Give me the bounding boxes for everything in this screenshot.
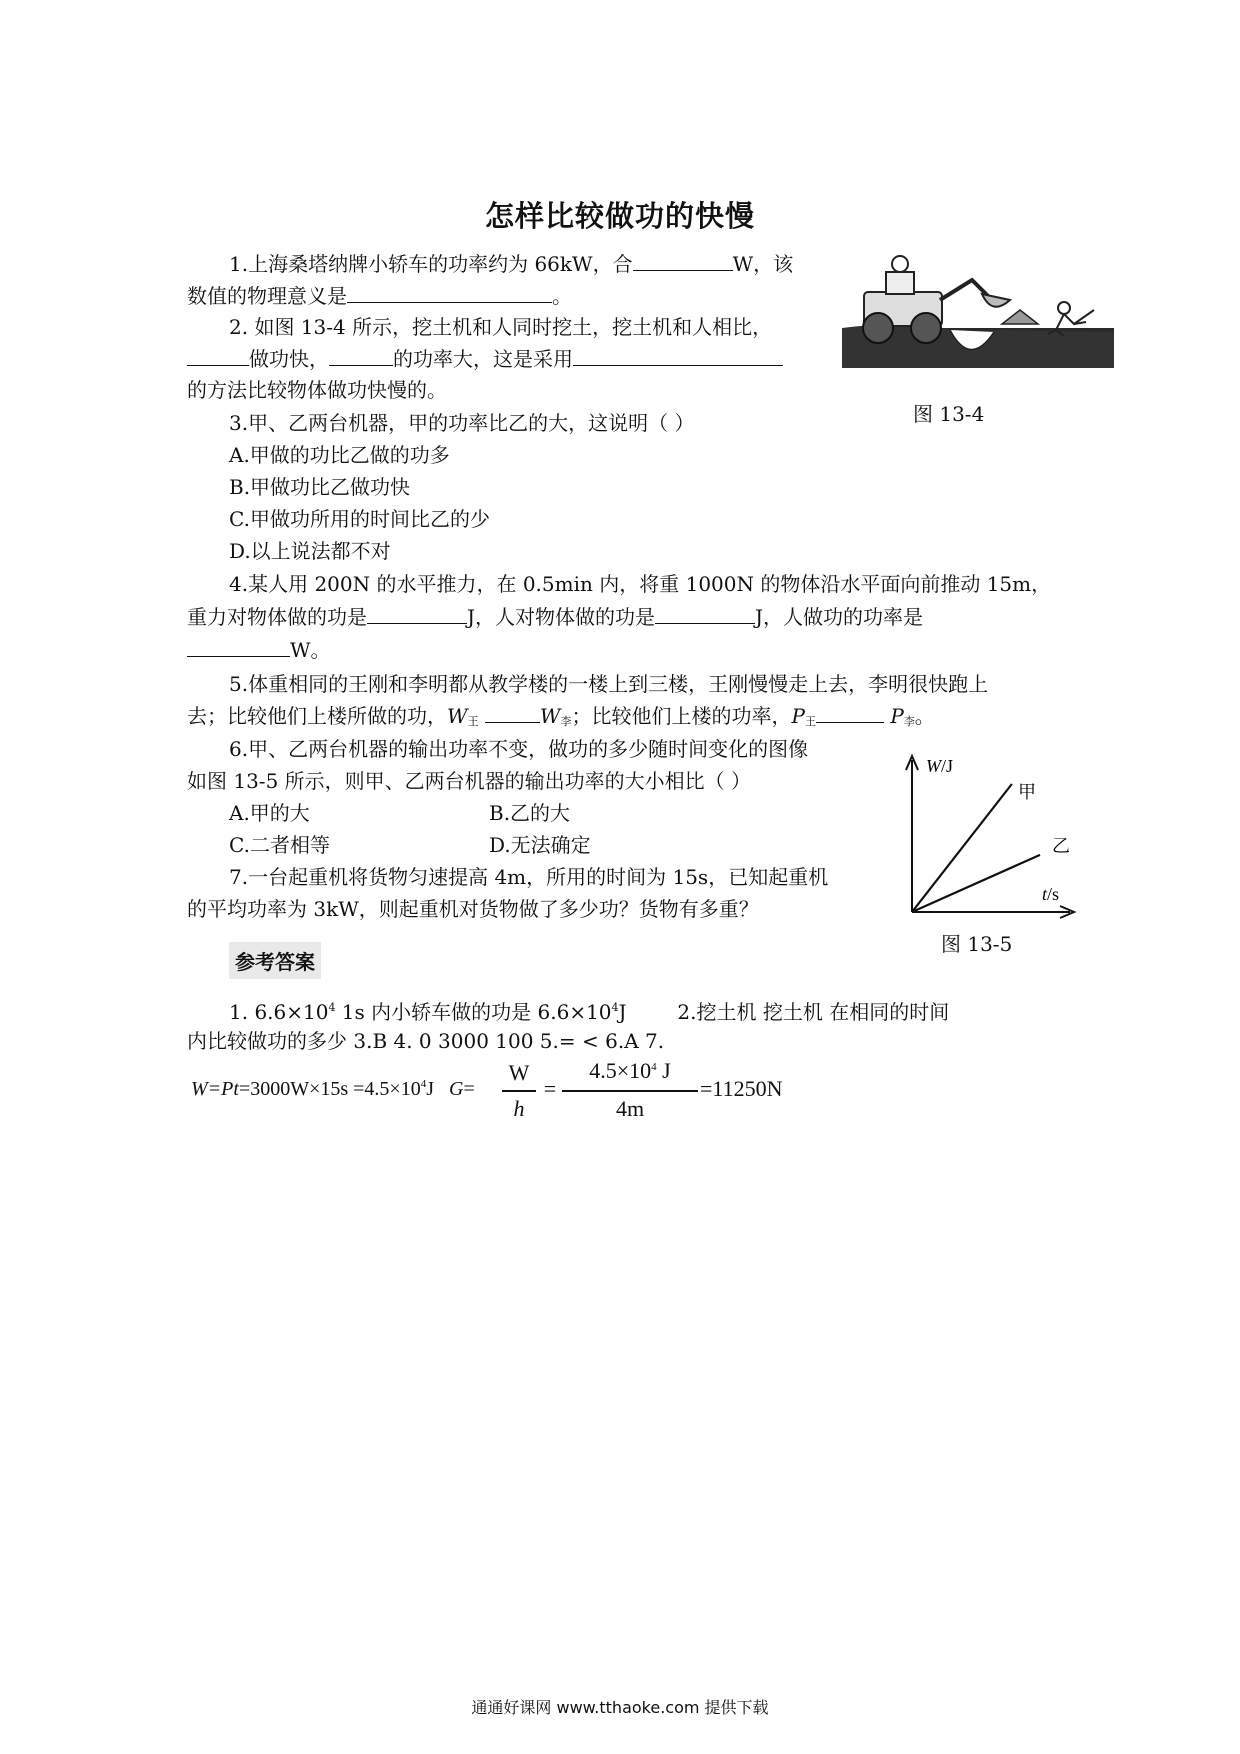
q4-blank-3[interactable]	[187, 636, 290, 657]
y-axis-label: W/J	[926, 756, 954, 776]
q5-sub-wang: 王	[467, 715, 479, 728]
frac1-denominator: h	[513, 1096, 525, 1121]
frac2-bar	[562, 1090, 698, 1092]
q1-text-a: 1.上海桑塔纳牌小轿车的功率约为 66kW，合	[229, 252, 633, 276]
q1-blank-2[interactable]	[347, 282, 552, 303]
q3-option-d: D.以上说法都不对	[229, 539, 391, 563]
work-time-chart	[890, 750, 1090, 940]
q1-text-b: W，该	[732, 252, 794, 276]
q5-line2	[187, 702, 935, 736]
q4-line3	[187, 636, 331, 664]
formula-wpt: W=Pt	[191, 1078, 239, 1100]
series-line-yi	[912, 855, 1040, 912]
page-title: 怎样比较做功的快慢	[484, 199, 755, 233]
answer-1-text: 1s 内小轿车做的功是 6.6×10	[335, 1000, 612, 1024]
series-line-jia	[912, 784, 1012, 912]
answer-line1	[229, 994, 949, 1026]
q5-p-symbol-2: P	[890, 704, 904, 728]
q6-option-b: B.乙的大	[489, 801, 571, 825]
q5-blank-1[interactable]	[485, 702, 540, 723]
q4-text-c: J，人做功的功率是	[755, 605, 924, 629]
q7-line2: 的平均功率为 3kW，则起重机对货物做了多少功？货物有多重？	[187, 897, 759, 921]
q7-line1: 7.一台起重机将货物匀速提高 4m，所用的时间为 15s，已知起重机	[229, 865, 829, 889]
q5-sub-li-2: 李	[903, 715, 915, 728]
q5-p-symbol: P	[791, 704, 805, 728]
q5-sub-wang-2: 王	[804, 715, 816, 728]
frac2-num-unit: J	[656, 1058, 671, 1083]
q1-text-c: 数值的物理意义是	[187, 284, 347, 308]
q5-text-a: 去；比较他们上楼所做的功，	[187, 704, 447, 728]
q5-text-end: 。	[914, 704, 935, 728]
q3-option-b: B.甲做功比乙做功快	[229, 475, 411, 499]
q3-option-a: A.甲做的功比乙做的功多	[229, 443, 450, 467]
frac-equal: =	[543, 1076, 557, 1101]
answers-heading: 参考答案	[229, 942, 321, 979]
q4-line2	[187, 603, 923, 631]
q6-line1: 6.甲、乙两台机器的输出功率不变，做功的多少随时间变化的图像	[229, 737, 809, 761]
frac1-numerator: W	[508, 1060, 530, 1085]
frac1-bar	[502, 1090, 536, 1092]
formula-eq: =	[463, 1078, 475, 1100]
answer-7-result: =11250N	[700, 1076, 783, 1101]
q5-line1: 5.体重相同的王刚和李明都从教学楼的一楼上到三楼，王刚慢慢走上去，李明很快跑上	[229, 672, 989, 696]
q4-blank-1[interactable]	[367, 603, 467, 624]
x-axis-label: t/s	[1042, 884, 1060, 904]
q2-line1: 2. 如图 13-4 所示，挖土机和人同时挖土，挖土机和人相比，	[229, 315, 773, 339]
answer-1-value: 1. 6.6×10	[229, 1000, 329, 1024]
q6-option-d: D.无法确定	[489, 833, 591, 857]
q2-line3: 的方法比较物体做功快慢的。	[187, 378, 447, 402]
q4-line1: 4.某人用 200N 的水平推力，在 0.5min 内，将重 1000N 的物体沿水平面向前推动 15m，	[229, 572, 1052, 596]
q6-line2: 如图 13-5 所示，则甲、乙两台机器的输出功率的大小相比（ ）	[187, 769, 752, 793]
q1-text-d: 。	[552, 284, 572, 308]
formula-g: G	[449, 1078, 464, 1100]
q5-text-b: ；比较他们上楼的功率，	[571, 704, 792, 728]
q1-line2	[187, 282, 572, 310]
answer-1-exp: 4	[328, 1001, 336, 1014]
q2-blank-3[interactable]	[573, 345, 783, 366]
frac2-denominator: 4m	[615, 1096, 645, 1121]
q3-option-c: C.甲做功所用的时间比乙的少	[229, 507, 490, 531]
q5-sub-li: 李	[560, 715, 572, 728]
answer-1-unit: J	[618, 1000, 627, 1024]
q2-text-a: 做功快，	[249, 347, 329, 371]
q2-text-b: 的功率大，这是采用	[393, 347, 573, 371]
q5-w-symbol-2: W	[539, 704, 561, 728]
footer-credit: 通通好课网 www.tthaoke.com 提供下载	[471, 1698, 769, 1717]
q4-text-d: W。	[290, 638, 331, 662]
frac2-num-exp: 4	[651, 1061, 657, 1073]
q2-blank-1[interactable]	[187, 345, 249, 366]
q5-blank-2[interactable]	[816, 702, 884, 723]
frac2-num-value: 4.5×10	[589, 1058, 652, 1083]
q4-blank-2[interactable]	[655, 603, 755, 624]
formula-unit: J	[426, 1078, 440, 1100]
q3-stem: 3.甲、乙两台机器，甲的功率比乙的大，这说明（ ）	[229, 411, 695, 435]
answer-7-formula	[191, 1078, 475, 1101]
excavator-illustration	[842, 250, 1114, 368]
q4-text-a: 重力对物体做的功是	[187, 605, 367, 629]
series-label-jia: 甲	[1018, 782, 1036, 803]
series-label-yi: 乙	[1052, 836, 1070, 857]
q2-line2	[187, 345, 783, 373]
formula-calc: =3000W×15s =4.5×10	[238, 1078, 421, 1100]
q6-option-c: C.二者相等	[229, 833, 330, 857]
fig13-5-caption: 图 13-5	[941, 932, 1013, 956]
answer-line2: 内比较做功的多少 3.B 4. 0 3000 100 5.= < 6.A 7.	[187, 1029, 665, 1053]
q1-line1	[229, 250, 793, 278]
frac2-numerator	[560, 1058, 700, 1084]
answer-2: 2.挖土机 挖土机 在相同的时间	[677, 1000, 950, 1024]
q2-blank-2[interactable]	[329, 345, 393, 366]
answer-1-exp2: 4	[611, 1001, 619, 1014]
q1-blank-1[interactable]	[633, 250, 733, 271]
q4-text-b: J，人对物体做的功是	[467, 605, 656, 629]
formula-exp: 4	[420, 1078, 427, 1090]
q5-w-symbol: W	[447, 704, 468, 728]
q6-option-a: A.甲的大	[229, 801, 310, 825]
fig13-4-caption: 图 13-4	[913, 402, 985, 426]
